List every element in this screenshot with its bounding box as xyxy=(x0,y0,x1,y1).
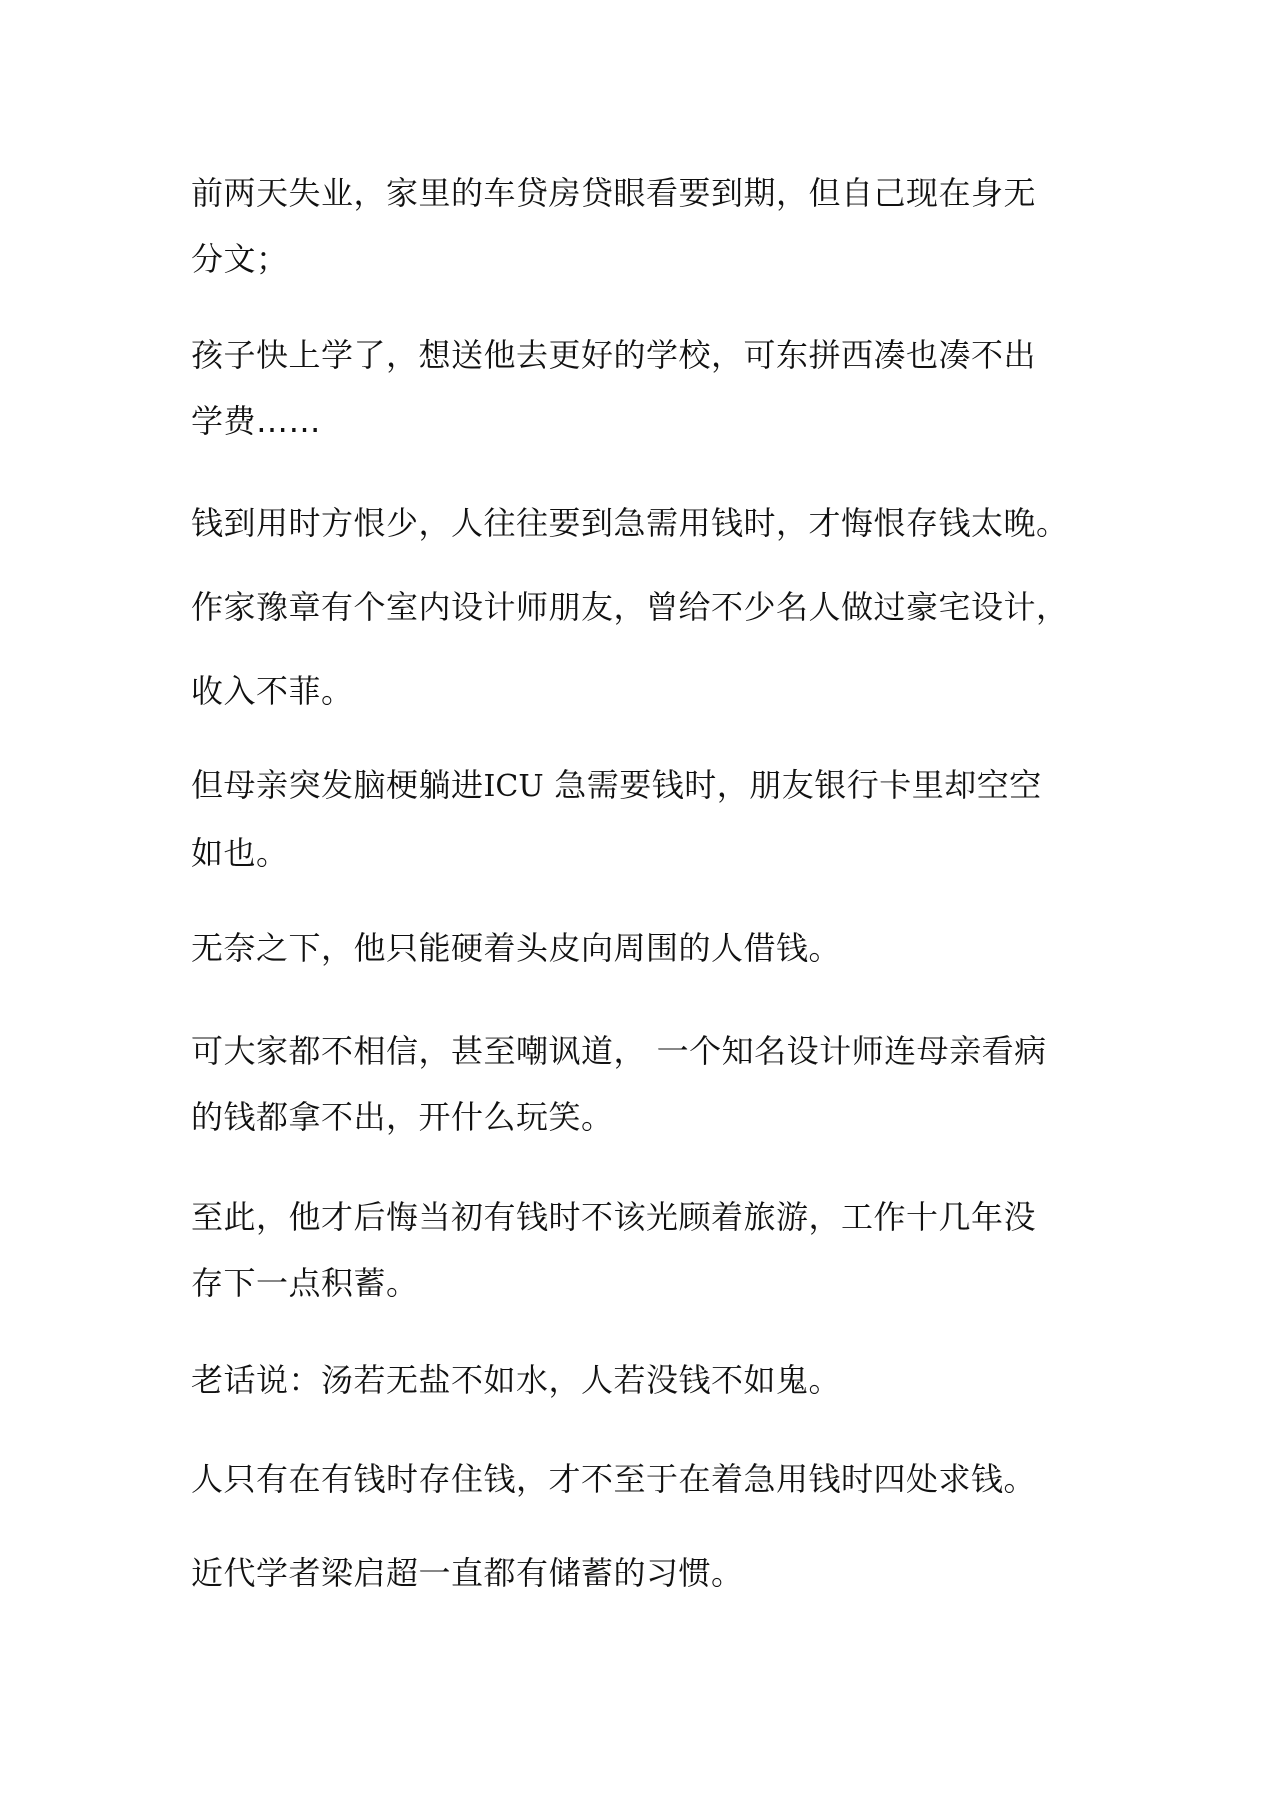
paragraph-2 xyxy=(191,322,1091,454)
paragraph-text-segment: 急需要钱时，朋友银行卡里却空空 xyxy=(543,766,1042,804)
paragraph-12 xyxy=(191,1540,1091,1606)
paragraph-line: 可大家都不相信，甚至嘲讽道， 一个知名设计师连母亲看病 xyxy=(191,1032,1047,1070)
paragraph-line: 的钱都拿不出，开什么玩笑。 xyxy=(191,1098,614,1136)
paragraph-line: 分文； xyxy=(191,240,289,278)
paragraph-1 xyxy=(191,160,1091,292)
paragraph-line: 无奈之下，他只能硬着头皮向周围的人借钱。 xyxy=(191,929,842,967)
paragraph-6 xyxy=(191,752,1091,886)
paragraph-text-segment: 但母亲突发脑梗躺进 xyxy=(191,766,484,804)
paragraph-5 xyxy=(191,658,1091,724)
paragraph-line: 存下一点积蓄。 xyxy=(191,1264,419,1302)
paragraph-line: 前两天失业，家里的车贷房贷眼看要到期，但自己现在身无 xyxy=(191,174,1037,212)
paragraph-text-segment: ICU xyxy=(483,769,544,804)
paragraph-7 xyxy=(191,915,1091,981)
paragraph-9 xyxy=(191,1184,1091,1316)
paragraph-11 xyxy=(191,1446,1091,1512)
paragraph-line: 如也。 xyxy=(191,834,289,872)
paragraph-line: 近代学者梁启超一直都有储蓄的习惯。 xyxy=(191,1554,744,1592)
paragraph-line: 孩子快上学了，想送他去更好的学校，可东拼西凑也凑不出 xyxy=(191,336,1037,374)
paragraph-8 xyxy=(191,1018,1091,1150)
paragraph-line: 作家豫章有个室内设计师朋友，曾给不少名人做过豪宅设计， xyxy=(191,588,1069,626)
paragraph-line: 人只有在有钱时存住钱，才不至于在着急用钱时四处求钱。 xyxy=(191,1460,1037,1498)
paragraph-line xyxy=(191,752,1091,820)
paragraph-line: 学费…… xyxy=(191,402,322,440)
paragraph-line: 收入不菲。 xyxy=(191,672,354,710)
paragraph-line: 至此，他才后悔当初有钱时不该光顾着旅游，工作十几年没 xyxy=(191,1198,1037,1236)
paragraph-10 xyxy=(191,1347,1091,1413)
paragraph-4 xyxy=(191,574,1091,640)
paragraph-line: 老话说：汤若无盐不如水，人若没钱不如鬼。 xyxy=(191,1361,842,1399)
paragraph-line: 钱到用时方恨少，人往往要到急需用钱时，才悔恨存钱太晚。 xyxy=(191,504,1069,542)
paragraph-3 xyxy=(191,490,1091,556)
